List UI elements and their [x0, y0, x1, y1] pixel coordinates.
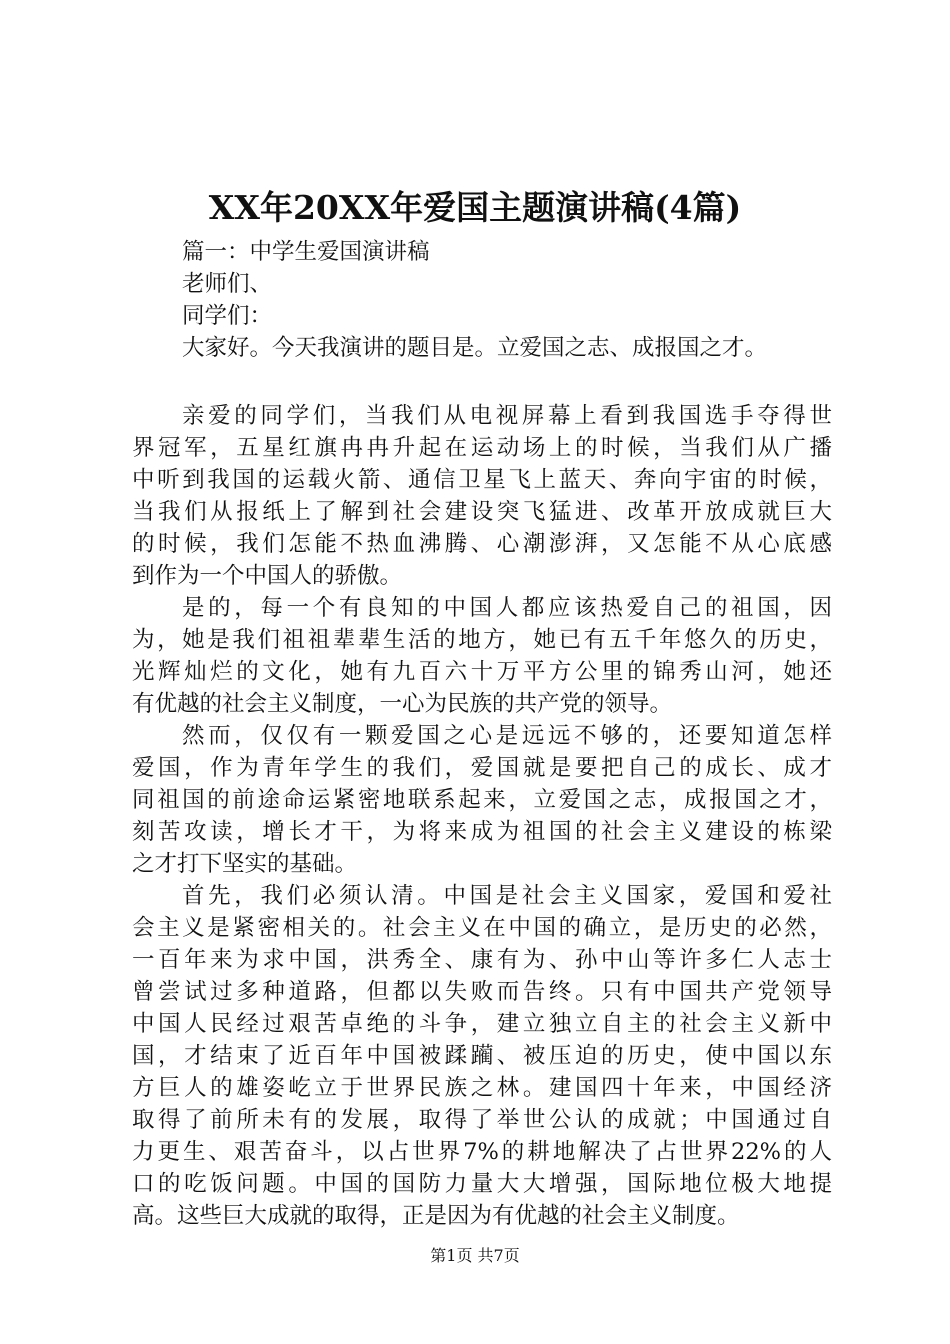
text-line: 国，才结束了近百年中国被蹂躏、被压迫的历史，使中国以东: [132, 1043, 832, 1069]
page-footer: 第1页 共7页: [430, 1246, 520, 1265]
text-line: 当我们从报纸上了解到社会建设突飞猛进、改革开放成就巨大: [132, 499, 832, 525]
text-line: 方巨人的雄姿屹立于世界民族之林。建国四十年来，中国经济: [132, 1075, 832, 1101]
text-line: 中国人民经过艰苦卓绝的斗争，建立独立自主的社会主义新中: [132, 1011, 832, 1037]
text-line: 取得了前所未有的发展，取得了举世公认的成就；中国通过自: [132, 1107, 832, 1133]
text-line: 然而，仅仅有一颗爱国之心是远远不够的，还要知道怎样: [182, 723, 832, 749]
greeting-line: 大家好。今天我演讲的题目是。立爱国之志、成报国之才。: [182, 335, 768, 361]
text-line: 爱国，作为青年学生的我们，爱国就是要把自己的成长、成才: [132, 755, 832, 781]
text-line: 首先，我们必须认清。中国是社会主义国家，爱国和爱社: [182, 883, 832, 909]
paragraph: [132, 720, 832, 880]
text-line: 是的，每一个有良知的中国人都应该热爱自己的祖国，因: [182, 595, 832, 621]
paragraph: [132, 400, 832, 592]
text-line: 同祖国的前途命运紧密地联系起来，立爱国之志，成报国之才，: [132, 787, 832, 813]
document-title: XX年20XX年爱国主题演讲稿(4篇): [208, 188, 742, 227]
text-line: 高。这些巨大成就的取得，正是因为有优越的社会主义制度。: [132, 1203, 740, 1229]
text-line: 界冠军，五星红旗冉冉升起在运动场上的时候，当我们从广播: [132, 435, 832, 461]
text-line: 亲爱的同学们，当我们从电视屏幕上看到我国选手夺得世: [182, 403, 832, 429]
text-line: 有优越的社会主义制度，一心为民族的共产党的领导。: [132, 691, 673, 717]
text-line: 口的吃饭问题。中国的国防力量大大增强，国际地位极大地提: [132, 1171, 832, 1197]
paragraph: [132, 592, 832, 720]
text-line: 中听到我国的运载火箭、通信卫星飞上蓝天、奔向宇宙的时候，: [132, 467, 832, 493]
salutation-line: 老师们、: [182, 271, 273, 297]
text-line: 之才打下坚实的基础。: [132, 851, 358, 877]
section-heading: 篇一：中学生爱国演讲稿: [182, 239, 430, 265]
salutation-line: 同学们：: [182, 303, 273, 329]
text-line: 曾尝试过多种道路，但都以失败而告终。只有中国共产党领导: [132, 979, 832, 1005]
paragraph-gap: [132, 364, 832, 400]
text-line: 光辉灿烂的文化，她有九百六十万平方公里的锦秀山河，她还: [132, 659, 832, 685]
text-line: 会主义是紧密相关的。社会主义在中国的确立，是历史的必然，: [132, 915, 832, 941]
text-line: 力更生、艰苦奋斗，以占世界7%的耕地解决了占世界22%的人: [132, 1139, 832, 1165]
text-line: 到作为一个中国人的骄傲。: [132, 563, 403, 589]
paragraph: [132, 880, 832, 1232]
text-line: 一百年来为求中国，洪秀全、康有为、孙中山等许多仁人志士: [132, 947, 832, 973]
text-line: 的时候，我们怎能不热血沸腾、心潮澎湃，又怎能不从心底感: [132, 531, 832, 557]
text-line: 刻苦攻读，增长才干，为将来成为祖国的社会主义建设的栋梁: [132, 819, 832, 845]
text-line: 为，她是我们祖祖辈辈生活的地方，她已有五千年悠久的历史，: [132, 627, 832, 653]
document-body: [132, 236, 832, 1232]
